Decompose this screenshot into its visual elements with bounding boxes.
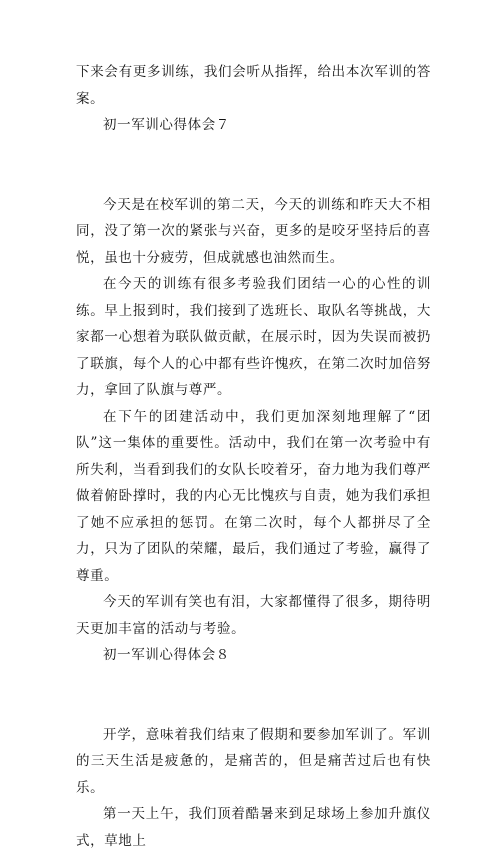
- blank-line: [76, 139, 431, 166]
- opening-paragraph: 下来会有更多训练，我们会听从指挥，给出本次军训的答案。: [76, 64, 431, 107]
- blank-line: [76, 165, 431, 192]
- section-title-8: 初一军训心得体会８: [103, 647, 230, 663]
- section-title-7: 初一军训心得体会７: [103, 117, 230, 133]
- section-7-paragraph-2: 在今天的训练有很多考验我们团结一心的心性的训练。早上报到时，我们接到了选班长、取队名等挑战，大家都一心想着为联队做贡献，在展示时，因为失误而被扔了联旗，每个人的心中都有些许愧疚，在第二次时加倍努力，拿回了队旗与尊严。: [76, 276, 431, 398]
- section-8-paragraph-2: 第一天上午，我们顶着酷暑来到足球场上参加升旗仪式，草地上: [76, 806, 431, 849]
- document-body: [76, 59, 431, 854]
- section-8-paragraph-1: 开学，意味着我们结束了假期和要参加军训了。军训的三天生活是疲惫的，是痛苦的，但是痛苦过后也有快乐。: [76, 726, 431, 796]
- blank-line: [76, 695, 431, 722]
- section-7-paragraph-3: 在下午的团建活动中，我们更加深刻地理解了“团队”这一集体的重要性。活动中，我们在第一次考验中有所失利，当看到我们的女队长咬着牙，奋力地为我们尊严做着俯卧撑时，我的内心无比愧疚与自责，她为我们承担了她不应承担的惩罚。在第二次时，每个人都拼尽了全力，只为了团队的荣耀，最后，我们通过了考验，赢得了尊重。: [76, 408, 431, 584]
- section-7-paragraph-1: 今天是在校军训的第二天，今天的训练和昨天大不相同，没了第一次的紧张与兴奋，更多的是咬牙坚持后的喜悦，虽也十分疲劳，但成就感也油然而生。: [76, 196, 431, 266]
- section-7-paragraph-4: 今天的军训有笑也有泪，大家都懂得了很多，期待明天更加丰富的活动与考验。: [76, 594, 431, 637]
- blank-line: [76, 669, 431, 696]
